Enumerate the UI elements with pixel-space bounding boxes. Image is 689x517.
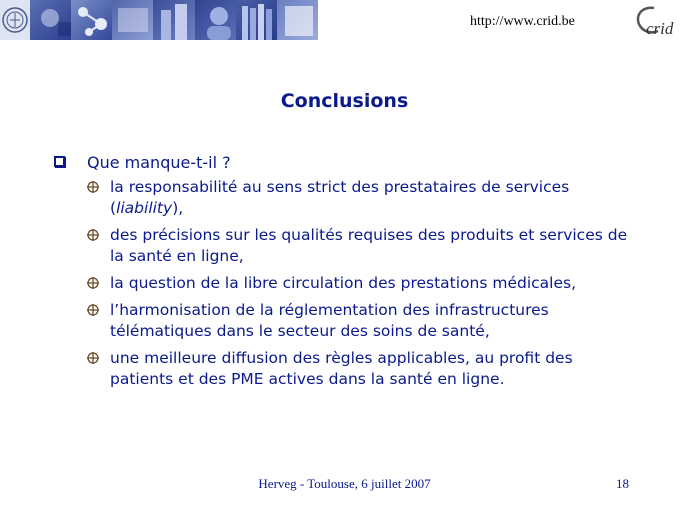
list-item bbox=[86, 300, 672, 342]
slide-title: Conclusions bbox=[280, 90, 409, 112]
slide-content bbox=[52, 152, 672, 396]
document-photo-icon bbox=[277, 0, 318, 40]
main-point-text: Que manque-t-il ? bbox=[87, 153, 231, 172]
subpoint-text: des précisions sur les qualités requises des produits et services de la santé en ligne, bbox=[110, 226, 628, 265]
logo-text: crid bbox=[646, 19, 674, 38]
list-item bbox=[86, 177, 672, 219]
header-banner bbox=[0, 0, 318, 40]
list-item bbox=[86, 225, 672, 267]
subpoint-list bbox=[52, 177, 672, 390]
subpoint-text: une meilleure diffusion des règles applicables, au profit des patients et des PME actives dans la santé en ligne. bbox=[110, 349, 573, 388]
subpoint-text: la responsabilité au sens strict des prestataires de services (liability), bbox=[110, 178, 570, 217]
books-photo-icon bbox=[236, 0, 277, 40]
person-photo-icon bbox=[195, 0, 236, 40]
crosshair-circle-icon bbox=[86, 276, 100, 290]
banner-photo-icon bbox=[112, 0, 153, 40]
list-item bbox=[86, 348, 672, 390]
crid-logo-icon bbox=[632, 4, 676, 38]
page-number: 18 bbox=[616, 476, 629, 491]
header-url: http://www.crid.be bbox=[470, 14, 575, 29]
subpoint-text: l’harmonisation de la réglementation des infrastructures télématiques dans le secteur des soins de santé, bbox=[110, 301, 549, 340]
list-item bbox=[86, 273, 672, 294]
crosshair-circle-icon bbox=[86, 228, 100, 242]
hollow-square-icon bbox=[54, 156, 65, 167]
italic-term: liability bbox=[116, 199, 173, 217]
subpoint-text: la question de la libre circulation des prestations médicales, bbox=[110, 274, 577, 292]
crosshair-circle-icon bbox=[86, 351, 100, 365]
building-photo-icon bbox=[153, 0, 194, 40]
molecule-photo-icon bbox=[71, 0, 112, 40]
crosshair-circle-icon bbox=[86, 303, 100, 317]
main-point bbox=[52, 152, 672, 173]
crosshair-circle-icon bbox=[86, 180, 100, 194]
slide-footer: Herveg - Toulouse, 6 juillet 2007 bbox=[258, 476, 431, 491]
banner-photo-icon bbox=[30, 0, 71, 40]
university-seal-icon bbox=[0, 0, 30, 40]
